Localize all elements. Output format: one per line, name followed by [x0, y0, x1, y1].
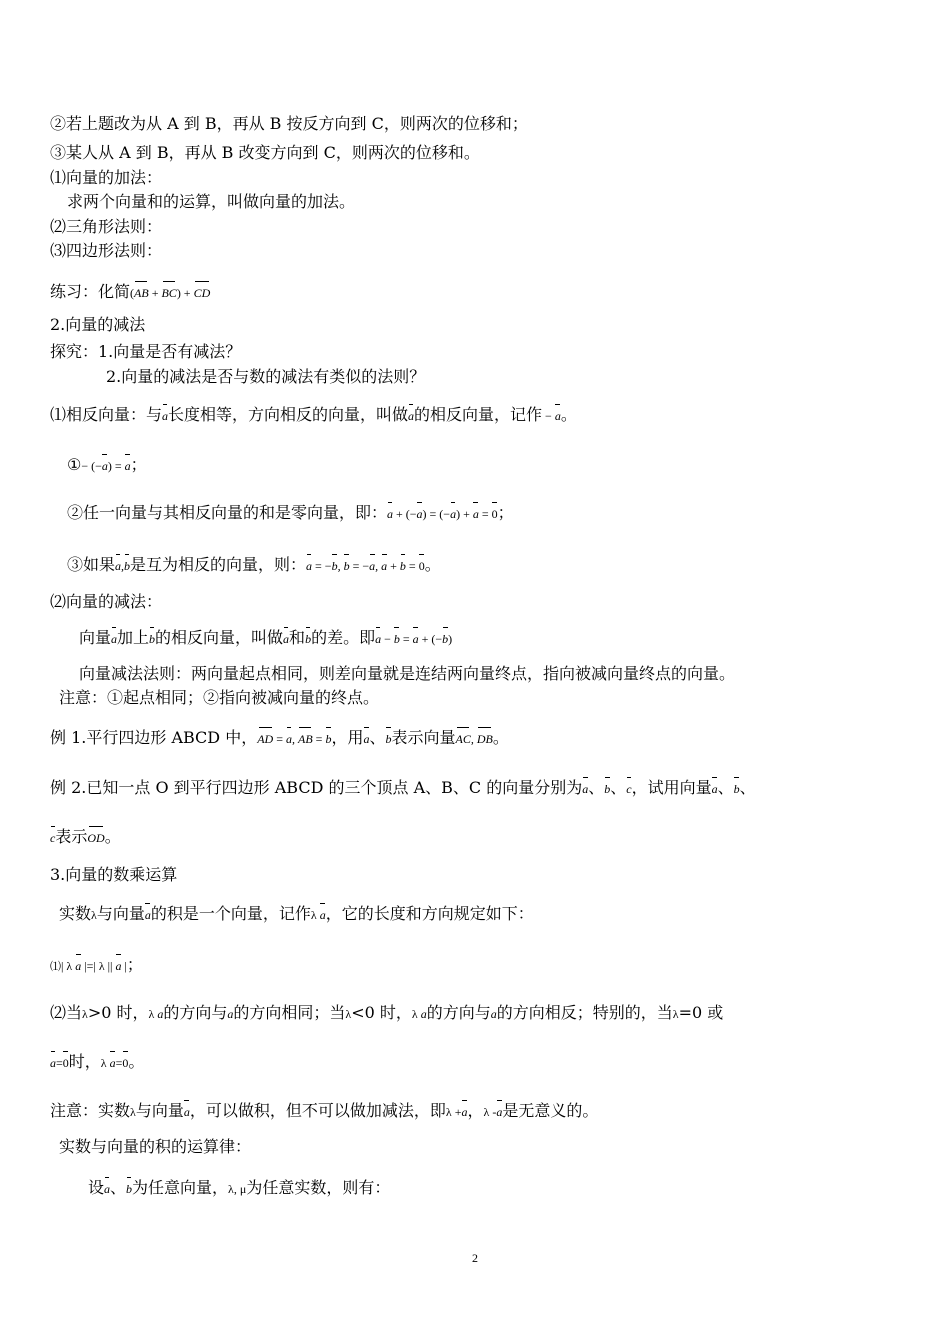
text: 表示: [55, 827, 88, 846]
vector-BC: BC: [161, 283, 176, 303]
section-heading: 3.向量的数乘运算: [50, 865, 178, 884]
text: 的差。即: [311, 628, 376, 647]
subtraction-line: 向量a加上b的相反向量，叫做a和b的差。即a − b = a + (−b): [79, 628, 453, 647]
direction-rule-line: [50, 1003, 723, 1024]
text: ，用: [331, 728, 364, 747]
lambda-symbol: λ: [483, 1105, 490, 1119]
vector-b: b: [400, 556, 406, 576]
vector-b: b: [385, 729, 391, 749]
mu-symbol: μ: [239, 1182, 247, 1196]
text-line: ⑴向量的加法：: [50, 168, 163, 187]
lambda-symbol: λ: [98, 959, 105, 973]
lambda-symbol: λ: [100, 1056, 107, 1070]
vector-a: a: [283, 629, 289, 649]
vector-a: a: [50, 1053, 56, 1073]
text: 注意：实数: [50, 1101, 131, 1120]
vector-a: a: [496, 1102, 502, 1122]
lambda-symbol: λ: [345, 1007, 352, 1021]
text-line: 向量减法法则：两向量起点相同，则差向量就是连结两向量终点，指向被减向量终点的向量。: [79, 664, 736, 683]
vector-a: a: [157, 1007, 164, 1021]
text-line: 注意：①起点相同；②指向被减向量的终点。: [59, 688, 380, 707]
text: 、: [110, 1178, 127, 1197]
note-line: 注意：实数λ与向量a，可以做积，但不可以做加减法，即λ +a，λ -a是无意义的。: [50, 1101, 599, 1120]
text: 。: [104, 827, 121, 846]
practice-label: 练习：化简: [50, 282, 131, 301]
text-line: 实数与向量的积的运算律：: [59, 1137, 252, 1156]
vector-b: b: [325, 729, 331, 749]
vector-c: c: [50, 828, 55, 848]
vector-b: b: [604, 779, 610, 799]
vector-DB: DB: [477, 729, 493, 749]
lambda-symbol: λ: [66, 959, 73, 973]
vector-a: a: [420, 1007, 427, 1021]
example-2-continued: [50, 827, 121, 848]
vector-a: a: [111, 629, 117, 649]
vector-b: b: [394, 629, 400, 649]
vector-a: a: [381, 556, 387, 576]
text: 为任意向量，: [132, 1178, 229, 1197]
text: ，它的长度和方向规定如下：: [325, 904, 534, 923]
vector-a: a: [104, 1179, 110, 1199]
vector-a: a: [450, 504, 456, 524]
lambda-symbol: λ: [91, 908, 97, 922]
text: 。: [492, 728, 509, 747]
vector-a: a: [490, 1007, 497, 1021]
vector-a: a: [582, 779, 588, 799]
vector-b: b: [344, 556, 350, 576]
text: ，可以做积，但不可以做加减法，即: [189, 1101, 446, 1120]
vector-a: a: [184, 1102, 190, 1122]
text: 的方向相反；特别的，当: [496, 1003, 673, 1022]
zero-vector: 0: [122, 1053, 128, 1073]
text: 的方向相同；当: [233, 1003, 346, 1022]
text: 的相反向量，叫做: [155, 628, 284, 647]
lambda-symbol: λ: [228, 1182, 234, 1196]
vector-a: a: [162, 406, 168, 426]
vector-b: b: [126, 1179, 132, 1199]
vector-a: a: [145, 905, 151, 925]
text-line: 求两个向量和的运算，叫做向量的加法。: [67, 192, 356, 211]
vector-a: a: [306, 556, 312, 576]
text: ，: [467, 1101, 484, 1120]
text: 向量: [79, 628, 112, 647]
text: 。: [128, 1052, 145, 1071]
vector-a: a: [115, 556, 121, 576]
vector-b: b: [442, 629, 448, 649]
vector-a: a: [408, 406, 414, 426]
text: ②任一向量与其相反向量的和是零向量，即：: [67, 503, 388, 522]
vector-a: a: [555, 406, 561, 426]
page-number: 2: [472, 1251, 478, 1265]
text: ⑴相反向量：与: [50, 405, 163, 424]
vector-a: a: [227, 1007, 234, 1021]
vector-a: a: [102, 456, 108, 476]
vector-a: a: [413, 629, 419, 649]
vector-a: a: [369, 556, 375, 576]
assumption-line: 设a、b为任意向量，λ, μ为任意实数，则有：: [88, 1178, 391, 1197]
lambda-symbol: λ: [310, 908, 317, 922]
vector-AB: AB: [134, 283, 149, 303]
vector-a: a: [320, 905, 326, 925]
text: 设: [88, 1178, 105, 1197]
vector-a: a: [125, 456, 131, 476]
formula-line: ⑴| λ a |=| λ || a |；: [50, 955, 143, 974]
text-line: ③某人从 A 到 B，再从 B 改变方向到 C，则两次的位移和。: [50, 143, 480, 162]
vector-a: a: [286, 729, 292, 749]
vector-AB: AB: [298, 729, 313, 749]
text: =0 或: [678, 1003, 724, 1022]
text: <0 时，: [351, 1003, 412, 1022]
opposite-vector-line: ⑴相反向量：与a长度相等，方向相反的向量，叫做a的相反向量，记作 − a。: [50, 405, 577, 424]
vector-CD: CD: [194, 283, 211, 303]
text-line: ⑵向量的减法：: [50, 592, 163, 611]
text: 表示向量: [391, 728, 456, 747]
zero-vector: 0: [419, 556, 425, 576]
text: ③如果: [67, 555, 116, 574]
formula-line: a=0时，λ a=0。: [50, 1052, 145, 1071]
text: 的积是一个向量，记作: [150, 904, 311, 923]
text-line: ⑵三角形法则：: [50, 217, 163, 236]
lambda-symbol: λ: [130, 1105, 136, 1119]
zero-vector: 0: [63, 1053, 69, 1073]
vector-b: b: [332, 556, 338, 576]
text: 是无意义的。: [502, 1101, 599, 1120]
vector-a: a: [461, 1102, 467, 1122]
zero-vector: 0: [492, 504, 498, 524]
vector-a: a: [712, 779, 718, 799]
text: 例 1.平行四边形 ABCD 中，: [50, 728, 258, 747]
vector-a: a: [375, 629, 381, 649]
vector-a: a: [115, 956, 121, 976]
text: 长度相等，方向相反的向量，叫做: [168, 405, 409, 424]
vector-OD: OD: [87, 828, 104, 848]
text: ①: [67, 455, 82, 474]
formula-line: ③如果a,b是互为相反的向量，则：a = −b, b = −a, a + b = 0。: [67, 555, 441, 574]
formula-line: ①− (−a) = a；: [67, 455, 147, 474]
text: 、: [369, 728, 386, 747]
vector-b: b: [124, 556, 130, 576]
text: ，试用向量: [631, 778, 712, 797]
vector-a: a: [110, 1053, 116, 1073]
vector-a: a: [387, 504, 393, 524]
text: 。: [560, 405, 577, 424]
vector-c: c: [626, 779, 631, 799]
text: 与向量: [135, 1101, 184, 1120]
text-line: ⑶四边形法则：: [50, 241, 163, 260]
lambda-symbol: λ: [82, 1007, 88, 1021]
vector-b: b: [149, 629, 155, 649]
text: 的方向与: [163, 1003, 228, 1022]
text: 的方向与: [426, 1003, 491, 1022]
text: 的相反向量，记作: [414, 405, 543, 424]
scalar-mult-line: [59, 904, 534, 925]
text: 例 2.已知一点 O 到平行四边形 ABCD 的三个顶点 A、B、C 的向量分别为: [50, 778, 583, 797]
text: 是互为相反的向量，则：: [130, 555, 307, 574]
lambda-symbol: λ: [148, 1007, 155, 1021]
text: 与向量: [96, 904, 145, 923]
text-line: 2.向量的减法是否与数的减法有类似的法则？: [106, 367, 426, 386]
vector-a: a: [417, 504, 423, 524]
example-1-line: 例 1.平行四边形 ABCD 中，AD = a, AB = b，用a、b表示向量AC, DB。: [50, 728, 509, 747]
text-line: ②若上题改为从 A 到 B，再从 B 按反方向到 C，则两次的位移和；: [50, 114, 528, 133]
section-heading: 2.向量的减法: [50, 315, 146, 334]
vector-AC: AC: [456, 729, 471, 749]
text: ⑴: [50, 960, 61, 973]
vector-b: b: [734, 779, 740, 799]
text: ⑵当: [50, 1003, 83, 1022]
lambda-symbol: λ: [445, 1105, 452, 1119]
text-line: 探究：1.向量是否有减法？: [50, 342, 242, 361]
vector-a: a: [75, 956, 81, 976]
lambda-symbol: λ: [672, 1007, 679, 1021]
practice-line: 练习：化简(AB + BC) + CD: [50, 282, 211, 301]
vector-a: a: [363, 729, 369, 749]
lambda-symbol: λ: [411, 1007, 418, 1021]
text: >0 时，: [87, 1003, 149, 1022]
vector-b: b: [305, 629, 311, 649]
example-2-line: 例 2.已知一点 O 到平行四边形 ABCD 的三个顶点 A、B、C 的向量分别为a、b、c，试用向量a、b、: [50, 778, 756, 797]
text: 加上: [117, 628, 150, 647]
text: 和: [289, 628, 306, 647]
text: 实数: [59, 904, 92, 923]
vector-AD: AD: [257, 729, 273, 749]
text: 为任意实数，则有：: [246, 1178, 391, 1197]
formula-line: ②任一向量与其相反向量的和是零向量，即：a + (−a) = (−a) + a = 0；: [67, 503, 514, 522]
vector-a: a: [473, 504, 479, 524]
text: 时，: [68, 1052, 101, 1071]
